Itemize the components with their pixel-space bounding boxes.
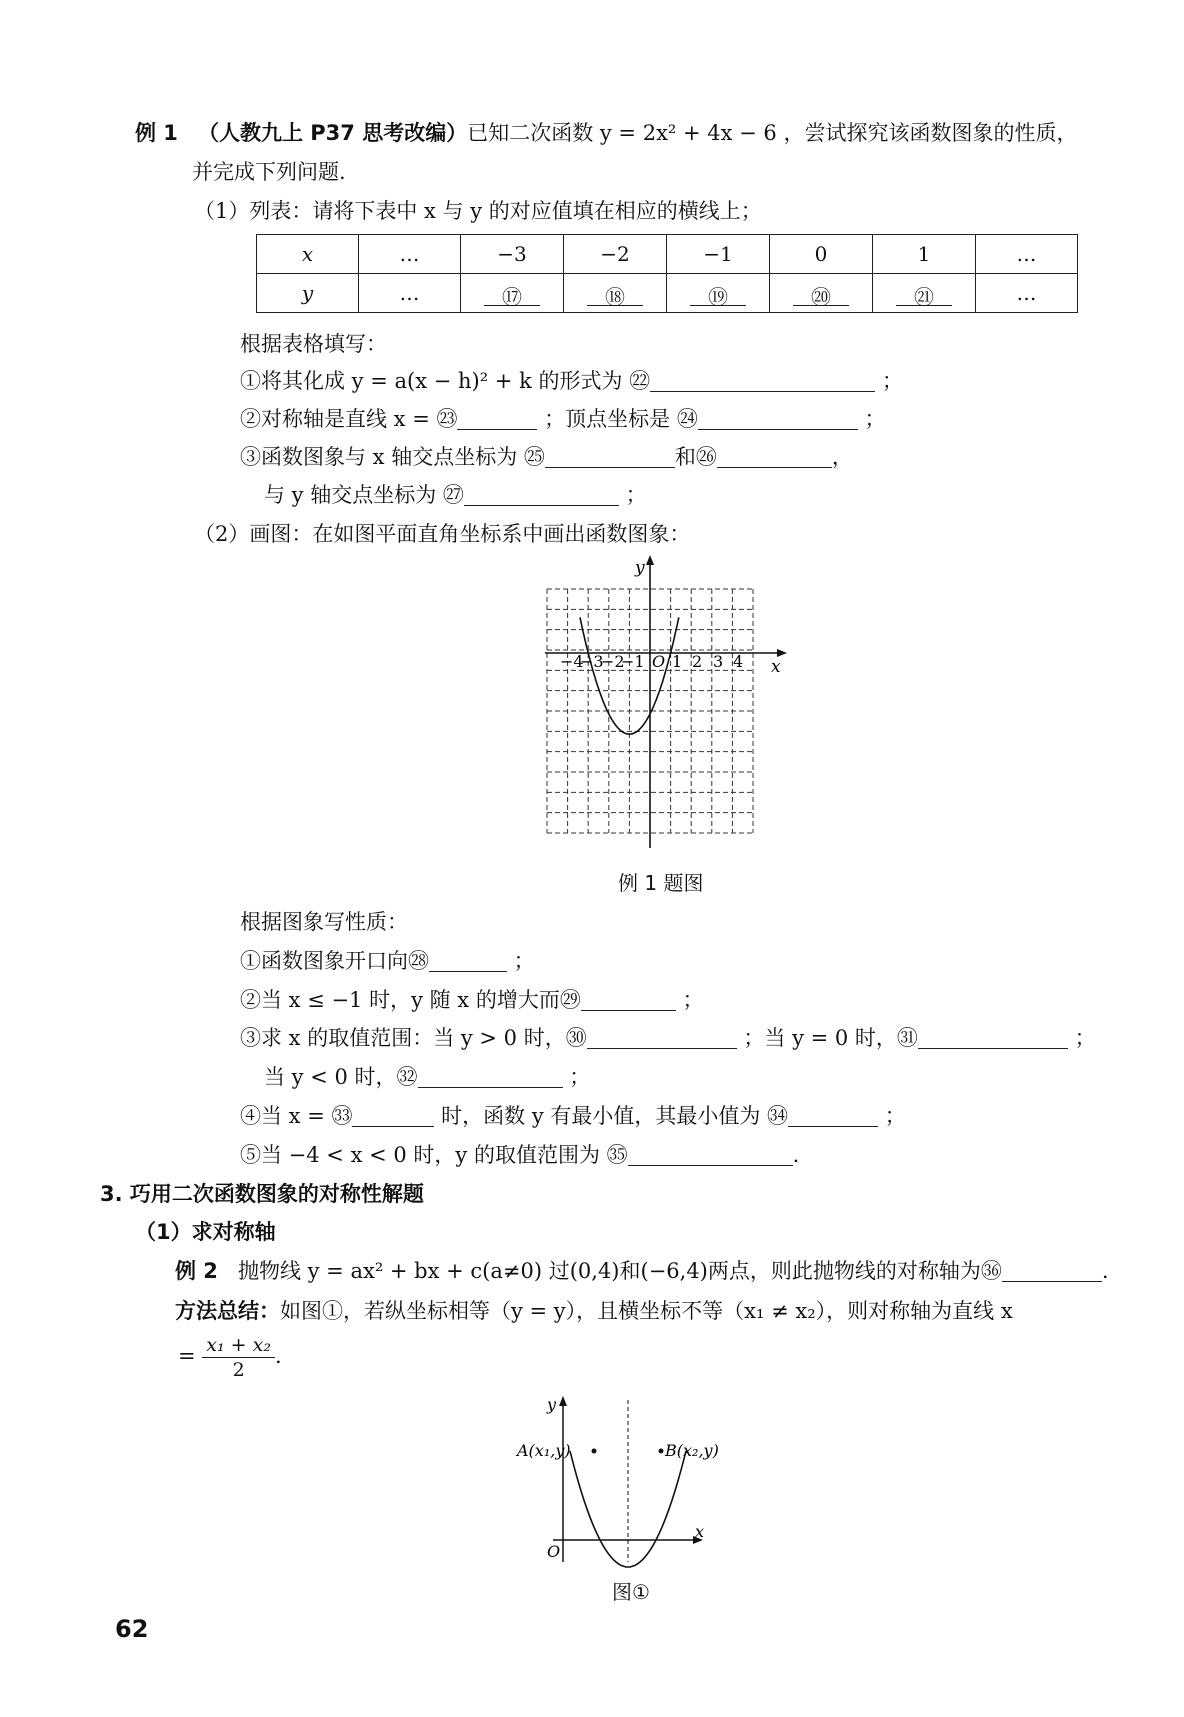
answer-blank-30[interactable] bbox=[587, 1026, 737, 1049]
part1-instruction: （1）列表：请将下表中 x 与 y 的对应值填在相应的横线上； bbox=[194, 199, 762, 223]
example1-graph bbox=[535, 553, 795, 863]
formula-numerator: x₁ + x₂ bbox=[202, 1333, 275, 1358]
answer-blank-28[interactable] bbox=[429, 949, 507, 972]
tick-label: 2 bbox=[692, 652, 703, 671]
table-cell: 1 bbox=[873, 235, 976, 274]
answer-blank-25[interactable] bbox=[545, 445, 675, 468]
property-4: ④当 x = ㉝ 时，函数 y 有最小值，其最小值为 ㉞ ； bbox=[240, 1104, 906, 1128]
fig1-point-a bbox=[592, 1449, 597, 1454]
method-summary bbox=[175, 1296, 1013, 1326]
property-3-cont: 当 y < 0 时，㉜ ； bbox=[264, 1065, 591, 1089]
tick-label: −1 bbox=[621, 652, 645, 671]
fill-intro: 根据表格填写： bbox=[240, 332, 387, 356]
property-5: ⑤当 −4 < x < 0 时，y 的取值范围为 ㉟ . bbox=[240, 1143, 800, 1167]
question-3-text: ③函数图象与 x 轴交点坐标为 ㉕ bbox=[240, 445, 545, 469]
question-1-text: ①将其化成 y = a(x − h)² + k 的形式为 ㉒ bbox=[240, 369, 651, 393]
graph-caption: 例 1 题图 bbox=[618, 871, 704, 895]
question-3-and: 和㉖ bbox=[674, 445, 717, 469]
answer-blank-18[interactable]: ⑱ bbox=[587, 281, 643, 306]
axis-formula: = $\frac{\text{x₁ + x₂}}{2}$ . bbox=[178, 1334, 282, 1381]
fig1-y-arrow bbox=[559, 1396, 567, 1406]
fig1-x-label: x bbox=[695, 1522, 705, 1541]
property-3-zero: ；当 y = 0 时，㉛ bbox=[743, 1026, 918, 1050]
method-label: 方法总结： bbox=[175, 1299, 280, 1323]
answer-blank-29[interactable] bbox=[581, 988, 676, 1011]
table-answer-cell bbox=[461, 274, 564, 313]
table-answer-cell bbox=[770, 274, 873, 313]
property-1: ①函数图象开口向㉘ ； bbox=[240, 949, 535, 973]
tick-label: 4 bbox=[733, 652, 744, 671]
tick-label: 1 bbox=[672, 652, 683, 671]
property-3-negative: 当 y < 0 时，㉜ bbox=[264, 1065, 418, 1089]
answer-blank-19[interactable]: ⑲ bbox=[690, 281, 746, 306]
property-2-text: ②当 x ≤ −1 时，y 随 x 的增大而㉙ bbox=[240, 988, 581, 1012]
question-3-y-intercept: 与 y 轴交点坐标为 ㉗ bbox=[264, 483, 464, 507]
question-2: ②对称轴是直线 x = ㉓ ；顶点坐标是 ㉔ ； bbox=[240, 407, 886, 431]
fig1-y-label: y bbox=[547, 1395, 557, 1414]
table-cell: −2 bbox=[564, 235, 667, 274]
tick-label: −4 bbox=[560, 652, 584, 671]
table-answer-cell bbox=[564, 274, 667, 313]
graph-x-label: x bbox=[771, 657, 781, 677]
answer-blank-22[interactable] bbox=[650, 369, 875, 392]
section-3-sub1: （1）求对称轴 bbox=[135, 1220, 276, 1244]
fig1-point-b-label: B(x₂,y) bbox=[665, 1441, 719, 1460]
example1-intro: 已知二次函数 y = 2x² + 4x − 6 ，尝试探究该函数图象的性质， bbox=[467, 121, 1078, 145]
property-5-text: ⑤当 −4 < x < 0 时，y 的取值范围为 ㉟ bbox=[240, 1143, 628, 1167]
fig1-point-a-label: A(x₁,y) bbox=[517, 1441, 571, 1460]
table-cell: … bbox=[976, 274, 1078, 313]
table-cell: … bbox=[359, 235, 461, 274]
figure-1 bbox=[517, 1392, 745, 1572]
answer-blank-35[interactable] bbox=[628, 1143, 793, 1166]
graph-y-label: y bbox=[635, 558, 645, 578]
table-row-x bbox=[257, 235, 1078, 274]
answer-blank-26[interactable] bbox=[717, 445, 832, 468]
question-2-vertex: ；顶点坐标是 ㉔ bbox=[544, 407, 698, 431]
tick-label: 3 bbox=[713, 652, 724, 671]
table-cell: … bbox=[359, 274, 461, 313]
answer-blank-23[interactable] bbox=[457, 407, 537, 430]
answer-blank-21[interactable]: ㉑ bbox=[896, 281, 952, 306]
fig1-point-b bbox=[659, 1449, 664, 1454]
example1-intro-cont: 并完成下列问题. bbox=[192, 160, 346, 184]
page-number: 62 bbox=[115, 1615, 149, 1643]
question-3: ③函数图象与 x 轴交点坐标为 ㉕ 和㉖ ， bbox=[240, 445, 853, 469]
question-2-axis: ②对称轴是直线 x = ㉓ bbox=[240, 407, 458, 431]
prop-intro: 根据图象写性质： bbox=[240, 910, 408, 934]
property-4-text: ④当 x = ㉝ bbox=[240, 1104, 353, 1128]
table-answer-cell bbox=[667, 274, 770, 313]
answer-blank-36[interactable] bbox=[1002, 1259, 1102, 1282]
tick-label-origin: O bbox=[652, 652, 666, 671]
table-cell: 0 bbox=[770, 235, 873, 274]
figure-1-caption: 图① bbox=[612, 1580, 650, 1604]
property-3: ③求 x 的取值范围：当 y > 0 时，㉚ ；当 y = 0 时，㉛ ； bbox=[240, 1026, 1096, 1050]
table-answer-cell bbox=[873, 274, 976, 313]
graph-y-arrow bbox=[646, 555, 654, 565]
graph-tick-labels bbox=[560, 652, 743, 671]
example2-text: 抛物线 y = ax² + bx + c(a≠0) 过(0,4)和(−6,4)两点，则此抛物线的对称轴为㊱ bbox=[237, 1259, 1002, 1283]
method-text: 如图①，若纵坐标相等（y = y），且横坐标不等（x₁ ≠ x₂），则对称轴为直线 x bbox=[280, 1299, 1013, 1323]
answer-blank-20[interactable]: ⑳ bbox=[793, 281, 849, 306]
question-1: ①将其化成 y = a(x − h)² + k 的形式为 ㉒ ； bbox=[240, 369, 903, 393]
answer-blank-31[interactable] bbox=[918, 1026, 1068, 1049]
example2-label: 例 2 bbox=[175, 1259, 218, 1283]
example1-label: 例 1 bbox=[135, 121, 178, 145]
formula-denominator: 2 bbox=[232, 1359, 245, 1381]
answer-blank-34[interactable] bbox=[788, 1104, 878, 1127]
part2-instruction: （2）画图：在如图平面直角坐标系中画出函数图象： bbox=[194, 522, 691, 546]
answer-blank-24[interactable] bbox=[698, 407, 858, 430]
graph-x-arrow bbox=[777, 649, 787, 657]
formula-fraction bbox=[202, 1333, 275, 1382]
answer-blank-32[interactable] bbox=[418, 1065, 563, 1088]
table-cell: −3 bbox=[461, 235, 564, 274]
example2: 例 2 抛物线 y = ax² + bx + c(a≠0) 过(0,4)和(−6,4)两点，则此抛物线的对称轴为㊱ . bbox=[175, 1259, 1109, 1283]
parabola-curve bbox=[580, 617, 679, 734]
property-2: ②当 x ≤ −1 时，y 随 x 的增大而㉙ ； bbox=[240, 988, 704, 1012]
section-3-title: 3. 巧用二次函数图象的对称性解题 bbox=[100, 1182, 424, 1206]
table-row-y bbox=[257, 274, 1078, 313]
property-3-text: ③求 x 的取值范围：当 y > 0 时，㉚ bbox=[240, 1026, 587, 1050]
fig1-origin-label: O bbox=[547, 1542, 561, 1561]
example1-source: （人教九上 P37 思考改编） bbox=[197, 121, 468, 145]
table-header-y: y bbox=[257, 274, 359, 313]
property-4-min: 时，函数 y 有最小值，其最小值为 ㉞ bbox=[441, 1104, 789, 1128]
question-3-cont: 与 y 轴交点坐标为 ㉗ ； bbox=[264, 483, 647, 507]
tick-label: −3 bbox=[580, 652, 604, 671]
answer-blank-27[interactable] bbox=[464, 483, 619, 506]
example1-heading bbox=[135, 118, 1077, 148]
answer-blank-17[interactable]: ⑰ bbox=[484, 281, 540, 306]
table-cell: … bbox=[976, 235, 1078, 274]
answer-blank-33[interactable] bbox=[352, 1104, 434, 1127]
tick-label: −2 bbox=[601, 652, 625, 671]
value-table bbox=[256, 234, 1078, 313]
table-header-x: x bbox=[257, 235, 359, 274]
formula-equals: = bbox=[178, 1344, 196, 1368]
property-1-text: ①函数图象开口向㉘ bbox=[240, 949, 429, 973]
table-cell: −1 bbox=[667, 235, 770, 274]
